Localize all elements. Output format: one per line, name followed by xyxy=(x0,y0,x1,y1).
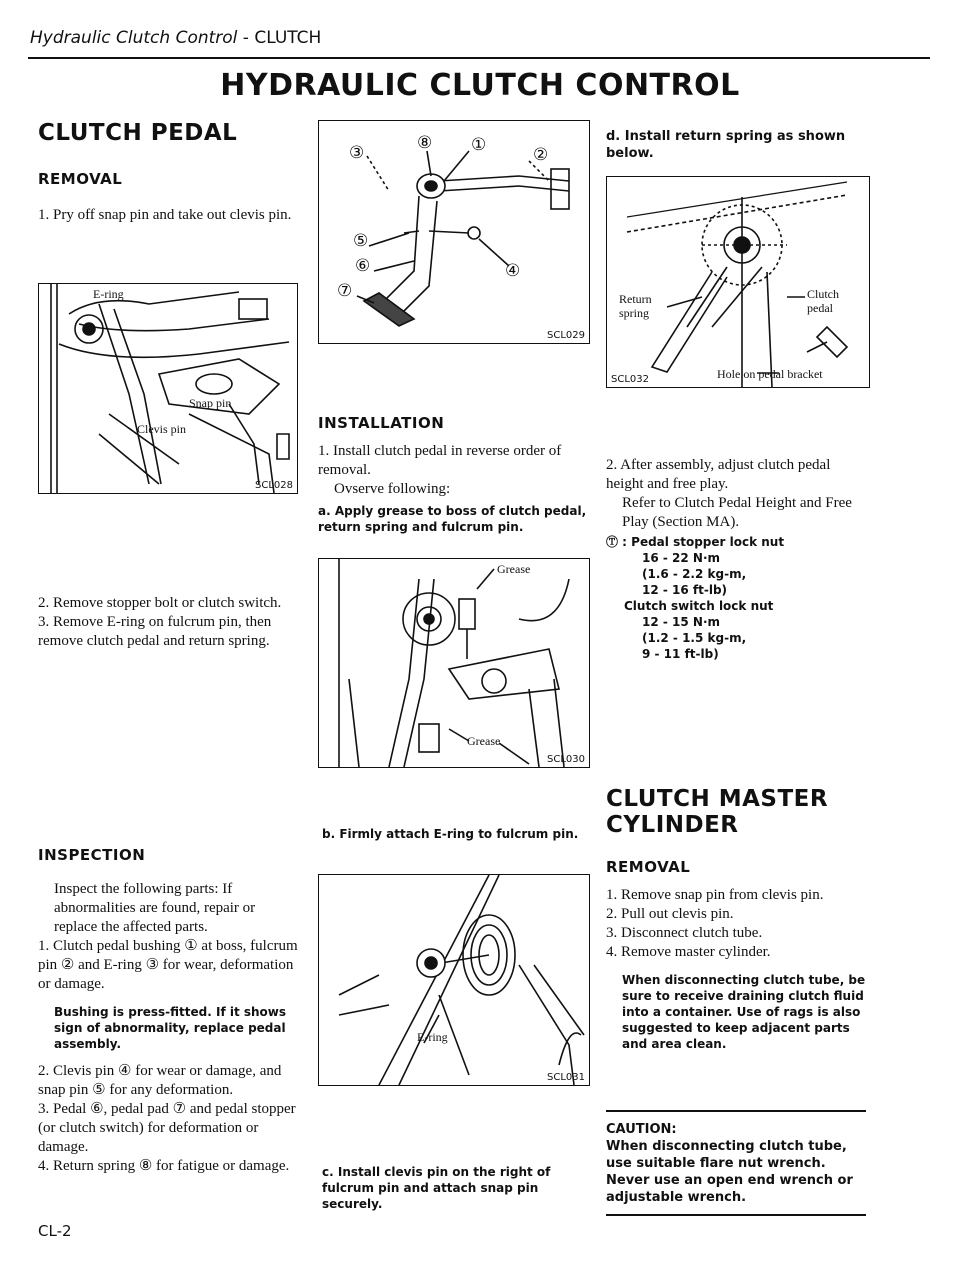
inspection-item-1: 1. Clutch pedal bushing ① at boss, fulcrum pin ② and E-ring ③ for wear, deformation or damage. xyxy=(38,938,298,992)
inspection-item-2: 2. Clevis pin ④ for wear or damage, and snap pin ⑤ for any deformation. xyxy=(38,1063,282,1098)
inspection-heading: INSPECTION xyxy=(38,846,146,864)
installation-step-d: d. Install return spring as shown below. xyxy=(606,129,846,161)
callout-5: ⑤ xyxy=(353,231,369,250)
figure-ref: SCL031 xyxy=(547,1072,585,1083)
installation-observe: Ovserve following: xyxy=(334,481,451,497)
clutch-pedal-heading: CLUTCH PEDAL xyxy=(38,120,238,146)
callout-8: ⑧ xyxy=(417,133,433,152)
label-return-spring: Return spring xyxy=(619,292,652,320)
label-grease-bottom: Grease xyxy=(467,734,501,748)
inspection-item-4: 4. Return spring ⑧ for fatigue or damage. xyxy=(38,1158,290,1174)
label-grease-top: Grease xyxy=(497,562,531,576)
figure-ref: SCL030 xyxy=(547,754,585,765)
torque-2-nm: 12 - 15 N·m xyxy=(642,615,721,629)
master-removal-steps xyxy=(606,886,870,962)
page-number: CL-2 xyxy=(38,1222,72,1240)
label-clevis-pin: Clevis pin xyxy=(137,422,187,436)
callout-2: ② xyxy=(533,145,549,164)
label-hole-on-pedal-bracket: Hole on pedal bracket xyxy=(717,367,823,381)
adjustment-section xyxy=(606,456,870,662)
torque-1-ftlb: 12 - 16 ft-lb) xyxy=(642,583,728,597)
pedal-linkage-illustration xyxy=(39,284,297,493)
inspection-intro: Inspect the following parts: If abnormalities are found, repair or replace the affected parts. xyxy=(54,881,256,935)
master-step-4: 4. Remove master cylinder. xyxy=(606,944,771,960)
inspection-note: Bushing is press-fitted. If it shows sign of abnormality, replace pedal assembly. xyxy=(54,1005,287,1051)
removal-step-2: 2. Remove stopper bolt or clutch switch. xyxy=(38,595,282,611)
callout-6: ⑥ xyxy=(355,256,371,275)
label-e-ring: E-ring xyxy=(417,1030,448,1044)
label-snap-pin: Snap pin xyxy=(189,396,232,410)
inspection-item-3: 3. Pedal ⑥, pedal pad ⑦ and pedal stopper (or clutch switch) for deformation or damage. xyxy=(38,1101,296,1155)
inspection-section xyxy=(38,846,300,1176)
label-e-ring: E-ring xyxy=(93,287,124,301)
installation-step-a: a. Apply grease to boss of clutch pedal, return spring and fulcrum pin. xyxy=(318,504,587,534)
removal-step-1: 1. Pry off snap pin and take out clevis pin. xyxy=(38,207,292,223)
installation-step-b: b. Firmly attach E-ring to fulcrum pin. xyxy=(322,827,579,841)
installation-step-1: 1. Install clutch pedal in reverse order of removal. xyxy=(318,443,562,478)
torque-1-label: Ⓣ : Pedal stopper lock nut xyxy=(606,535,785,549)
figure-scl032 xyxy=(606,176,870,388)
master-step-2: 2. Pull out clevis pin. xyxy=(606,906,734,922)
removal-step-3: 3. Remove E-ring on fulcrum pin, then remove clutch pedal and return spring. xyxy=(38,614,272,649)
installation-section xyxy=(318,414,590,535)
callout-3: ③ xyxy=(349,143,365,162)
torque-1-values xyxy=(606,550,870,598)
grease-points-illustration xyxy=(319,559,589,767)
installation-step-2: 2. After assembly, adjust clutch pedal height and free play. xyxy=(606,457,831,492)
master-note: When disconnecting clutch tube, be sure to receive draining clutch fluid into a container. Use of rags is also suggested to keep adjacent parts and area clean. xyxy=(622,973,866,1051)
figure-scl028 xyxy=(38,283,298,494)
installation-heading: INSTALLATION xyxy=(318,414,445,432)
header-separator: - xyxy=(237,28,255,48)
figure-ref: SCL032 xyxy=(611,374,649,385)
header-rule xyxy=(28,57,930,59)
torque-2-kgm: (1.2 - 1.5 kg-m, xyxy=(642,631,747,645)
installation-refer: Refer to Clutch Pedal Height and Free Play (Section MA). xyxy=(622,495,852,530)
figure-scl030 xyxy=(318,558,590,768)
header-chapter: CLUTCH xyxy=(254,28,322,48)
page-title: HYDRAULIC CLUTCH CONTROL xyxy=(220,68,740,103)
figure-scl029 xyxy=(318,120,590,344)
callout-1: ① xyxy=(471,135,487,154)
master-step-1: 1. Remove snap pin from clevis pin. xyxy=(606,887,824,903)
torque-2-label: Clutch switch lock nut xyxy=(624,599,774,613)
return-spring-illustration xyxy=(607,177,869,387)
left-column xyxy=(38,120,300,225)
torque-2-values xyxy=(606,614,870,662)
master-step-3: 3. Disconnect clutch tube. xyxy=(606,925,763,941)
torque-1-nm: 16 - 22 N·m xyxy=(642,551,721,565)
left-column-removal-cont xyxy=(38,594,300,651)
e-ring-illustration xyxy=(319,875,589,1085)
figure-ref: SCL029 xyxy=(547,330,585,341)
removal-heading: REMOVAL xyxy=(38,170,123,188)
master-cylinder-heading-1: CLUTCH MASTER xyxy=(606,786,829,812)
master-removal-heading: REMOVAL xyxy=(606,858,691,876)
figure-scl031 xyxy=(318,874,590,1086)
header-section: Hydraulic Clutch Control xyxy=(30,28,238,48)
figure-ref: SCL028 xyxy=(255,480,293,491)
callout-7: ⑦ xyxy=(337,281,353,300)
caution-text: When disconnecting clutch tube, use suitable flare nut wrench. Never use an open end wrench or adjustable wrench. xyxy=(606,1139,853,1205)
installation-step-c: c. Install clevis pin on the right of fulcrum pin and attach snap pin securely. xyxy=(322,1165,551,1211)
running-header xyxy=(30,28,321,48)
caution-title: CAUTION: xyxy=(606,1122,677,1137)
master-cylinder-heading-2: CYLINDER xyxy=(606,812,739,838)
torque-1-kgm: (1.6 - 2.2 kg-m, xyxy=(642,567,747,581)
callout-4: ④ xyxy=(505,261,521,280)
label-clutch-pedal: Clutch pedal xyxy=(807,287,839,315)
caution-box xyxy=(606,1110,866,1216)
master-cylinder-section xyxy=(606,786,870,1052)
torque-2-ftlb: 9 - 11 ft-lb) xyxy=(642,647,719,661)
